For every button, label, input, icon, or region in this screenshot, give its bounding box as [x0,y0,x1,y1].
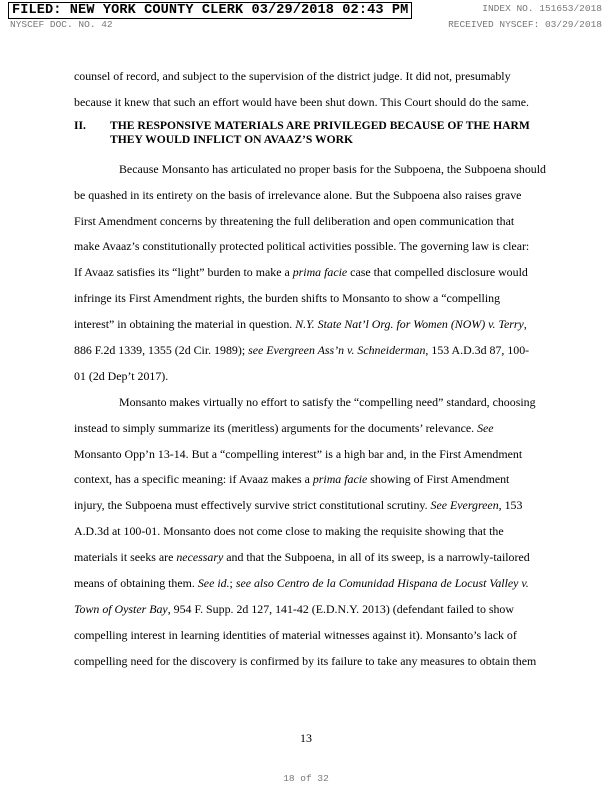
text-line: materials it seeks are necessary and that the Subpoena, in all of its sweep, is a narrowly-tailored [74,550,530,565]
document-body [74,64,546,675]
text-line: instead to simply summarize its (meritless) arguments for the documents’ relevance. See [74,420,494,435]
text-line: because it knew that such an effort would have been shut down. This Court should do the same. [74,94,529,109]
section-heading [74,119,540,147]
section-number: II. [74,118,86,132]
text-line: context, has a specific meaning: if Avaaz makes a prima facie showing of First Amendment [74,472,510,487]
text-line: A.D.3d at 100-01. Monsanto does not come close to making the requisite showing that the [74,524,504,539]
received-date: RECEIVED NYSCEF: 03/29/2018 [448,19,602,30]
text-line: compelling need for the discovery is confirmed by its failure to take any measures to obtain them [74,653,537,668]
text-line: counsel of record, and subject to the supervision of the district judge. It did not, presumably [74,69,511,83]
text-line: Monsanto makes virtually no effort to satisfy the “compelling need” standard, choosing [119,394,536,409]
text-line: First Amendment concerns by threatening the full deliberation and open communication that [74,213,515,228]
text-line: Town of Oyster Bay, 954 F. Supp. 2d 127, 141-42 (E.D.N.Y. 2013) (defendant failed to show [74,601,514,616]
text-line: If Avaaz satisfies its “light” burden to make a prima facie case that compelled disclosure would [74,265,528,280]
text-line: injury, the Subpoena must effectively survive strict constitutional scrutiny. See Evergreen, 153 [74,498,523,513]
filed-stamp: FILED: NEW YORK COUNTY CLERK 03/29/2018 02:43 PM [8,2,412,19]
text-line: 01 (2d Dep’t 2017). [74,368,169,383]
page-count: 18 of 32 [283,773,329,784]
paragraph-1 [74,157,546,390]
text-line: infringe its First Amendment rights, the burden shifts to Monsanto to show a “compelling [74,291,501,306]
page-number: 13 [300,731,312,745]
text-line: interest” in obtaining the material in question. N.Y. State Nat’l Org. for Women (NOW) v. Terry, [74,317,527,332]
nyscef-doc-number: NYSCEF DOC. NO. 42 [10,19,113,30]
text-line: make Avaaz’s constitutionally protected political activities possible. The governing law is clear: [74,239,530,254]
text-line: compelling interest in learning identities of material witnesses against it). Monsanto’s lack of [74,627,517,642]
section-title: THE RESPONSIVE MATERIALS ARE PRIVILEGED BECAUSE OF THE HARM THEY WOULD INFLICT ON AVAAZ’S WORK [110,118,530,146]
text-line: be quashed in its entirety on the basis of irrelevance alone. But the Subpoena also raises grave [74,187,522,202]
index-number: INDEX NO. 151653/2018 [482,3,602,14]
text-line: 886 F.2d 1339, 1355 (2d Cir. 1989); see Evergreen Ass’n v. Schneiderman, 153 A.D.3d 87, 100- [74,343,530,358]
text-line: Because Monsanto has articulated no proper basis for the Subpoena, the Subpoena should [119,161,546,176]
paragraph-2 [74,390,540,675]
text-line: Monsanto Opp’n 13-14. But a “compelling interest” is a high bar and, in the First Amendment [74,446,523,461]
text-line: means of obtaining them. See id.; see also Centro de la Comunidad Hispana de Locust Valley v. [74,576,529,591]
